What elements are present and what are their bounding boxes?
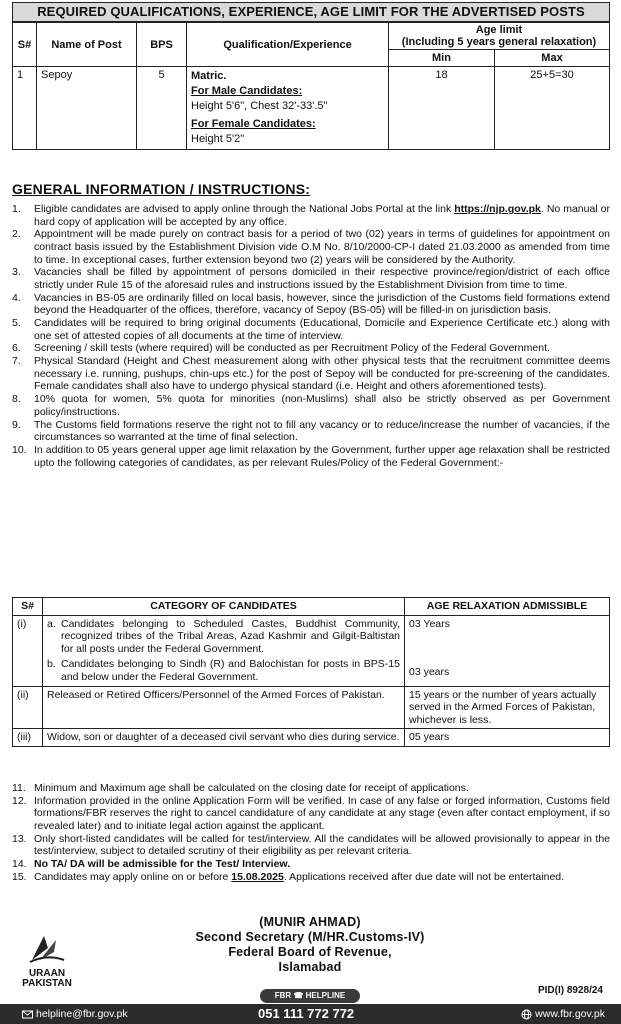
header-sno: S# bbox=[13, 23, 37, 67]
female-text: Height 5'2" bbox=[191, 133, 245, 145]
header-age-title: Age limit bbox=[475, 24, 523, 36]
closing-date: 15.08.2025 bbox=[231, 870, 284, 883]
item-text: Physical Standard (Height and Chest measurement along with other physical tests that the recruitment committee deems necessary i.e. running, pushups, chin-ups etc.) for the post of Sepoy will be conducted for pre-screening of the candidates. Female candidates shall also have to undergo physical standard (i.e. Height and others aforementioned tests). bbox=[34, 355, 610, 393]
sub-label: a. bbox=[47, 617, 56, 630]
sub-item-b bbox=[47, 658, 400, 683]
item-text: In addition to 05 years general upper age limit relaxation by the Government, further upper age relaxation shall be restricted upto the following categories of candidates, as per relevant Rules/Policy of the Federal Government:- bbox=[34, 443, 610, 469]
signatory-city: Islamabad bbox=[278, 960, 342, 974]
footer-website[interactable] bbox=[521, 1008, 605, 1020]
item-number: 5. bbox=[12, 317, 21, 330]
item-text: Screening / skill tests (where required) will be conducted as per Recruitment Policy of the Federal Government. bbox=[34, 342, 550, 355]
list-item bbox=[12, 795, 610, 833]
header-sno: S# bbox=[13, 598, 43, 616]
item-number: 6. bbox=[12, 342, 21, 355]
header-max: Max bbox=[495, 50, 610, 67]
item-number: 8. bbox=[12, 393, 21, 406]
signature-block bbox=[160, 915, 460, 975]
globe-icon bbox=[521, 1009, 532, 1020]
female-label: For Female Candidates: bbox=[191, 118, 316, 130]
male-label: For Male Candidates: bbox=[191, 85, 303, 97]
item-text: Only short-listed candidates will be called for test/interview. All the candidates will be allowed provisionally to appear in the test/interview, subject to detailed scrutiny of their eligibility as per relevant criteria. bbox=[34, 832, 610, 858]
cell-sno: (i) bbox=[13, 615, 43, 686]
item-text-part: . No manual or hard copy of application will be accepted by any office. bbox=[34, 203, 610, 228]
list-item bbox=[12, 317, 610, 342]
instructions-list-b bbox=[12, 782, 610, 884]
table-row bbox=[13, 67, 610, 150]
helpline-label: HELPLINE bbox=[305, 991, 346, 1000]
helpline-icon: ☎ bbox=[293, 991, 304, 1000]
list-item bbox=[12, 871, 610, 884]
signatory-designation: Second Secretary (M/HR.Customs-IV) bbox=[195, 930, 425, 944]
item-number: 11. bbox=[12, 782, 26, 794]
table-row bbox=[13, 686, 610, 729]
cell-max: 25+5=30 bbox=[495, 67, 610, 150]
sub-label: b. bbox=[47, 658, 56, 671]
fbr-helpline-badge bbox=[260, 989, 360, 1003]
footer-phone: 051 111 772 772 bbox=[258, 1006, 355, 1021]
cell-age bbox=[405, 615, 610, 686]
list-item bbox=[12, 355, 610, 393]
item-number: 15. bbox=[12, 870, 27, 883]
item-number: 10. bbox=[12, 443, 27, 456]
item-text bbox=[34, 871, 610, 884]
table-row bbox=[13, 729, 610, 747]
item-text: Vacancies in BS-05 are ordinarily filled on local basis, however, since the jurisdiction of the Customs field formations extend beyond the Headquarter of the offices, therefore, vacancy of Sepoy (BS-05) will be filled-in on jurisdiction basis. bbox=[34, 291, 610, 317]
sub-text: Candidates belonging to Scheduled Castes, Buddhist Community, recognized tribes of the Tribal Areas, Azad Kashmir and Gilgit-Baltistan for all posts under the Federal Government. bbox=[61, 617, 400, 655]
posts-table bbox=[12, 22, 610, 150]
list-item bbox=[12, 266, 610, 291]
qual-title: Matric. bbox=[191, 70, 227, 82]
male-text: Height 5'6", Chest 32'-33'.5" bbox=[191, 100, 328, 112]
list-item bbox=[12, 419, 610, 444]
item-number: 2. bbox=[12, 228, 21, 241]
sub-text: Candidates belonging to Sindh (R) and Balochistan for posts in BPS-15 and below under the Federal Government. bbox=[61, 658, 400, 683]
item-number: 14. bbox=[12, 858, 27, 871]
header-category: CATEGORY OF CANDIDATES bbox=[43, 598, 405, 616]
fbr-label: FBR bbox=[274, 991, 292, 1000]
list-item bbox=[12, 292, 610, 317]
signatory-org: Federal Board of Revenue, bbox=[228, 945, 392, 959]
email-text: helpline@fbr.gov.pk bbox=[36, 1008, 128, 1020]
list-item bbox=[12, 782, 610, 795]
header-age-subtitle: (Including 5 years general relaxation) bbox=[401, 36, 597, 48]
header-age-limit bbox=[389, 23, 610, 50]
bird-icon bbox=[14, 930, 80, 964]
page-title: REQUIRED QUALIFICATIONS, EXPERIENCE, AGE LIMIT FOR THE ADVERTISED POSTS bbox=[12, 2, 610, 22]
item-number: 7. bbox=[12, 355, 21, 368]
email-icon bbox=[22, 1009, 33, 1020]
table-header-row bbox=[13, 598, 610, 616]
uraan-pakistan-logo bbox=[14, 930, 80, 990]
item-number: 1. bbox=[12, 203, 21, 215]
item-text: Appointment will be made purely on contract basis for a period of two (02) years in terms of guidelines for appointment on contract basis issued by the Establishment Division vide O.M No. 8/10/2000-CP-I dated 21.03.2000 as amended from time to time. In exceptional cases, further extension beyond two (2) years will be considered by the Authority. bbox=[34, 228, 610, 266]
cell-category bbox=[43, 615, 405, 686]
njp-link[interactable]: https://njp.gov.pk bbox=[454, 203, 541, 215]
cell-category: Released or Retired Officers/Personnel of the Armed Forces of Pakistan. bbox=[43, 686, 405, 729]
cell-min: 18 bbox=[389, 67, 495, 150]
header-bps: BPS bbox=[137, 23, 187, 67]
cell-sno: (iii) bbox=[13, 729, 43, 747]
logo-line1: URAAN bbox=[28, 968, 66, 979]
list-item bbox=[12, 833, 610, 858]
footer-email[interactable] bbox=[22, 1008, 128, 1020]
item-text-part: Candidates may apply online on or before bbox=[34, 870, 232, 883]
header-qualification: Qualification/Experience bbox=[187, 23, 389, 67]
age-relaxation-table bbox=[12, 597, 610, 747]
pid-number: PID(I) 8928/24 bbox=[537, 985, 603, 996]
header-post: Name of Post bbox=[37, 23, 137, 67]
item-text-part: Eligible candidates are advised to apply online through the National Jobs Portal at the link bbox=[34, 203, 455, 215]
item-text: Minimum and Maximum age shall be calculated on the closing date for receipt of applications. bbox=[34, 782, 469, 794]
item-text: No TA/ DA will be admissible for the Test/ Interview. bbox=[34, 858, 291, 871]
item-text: Candidates will be required to bring original documents (Educational, Domicile and Experience Certificate etc.) along with one set of attested copies of all documents at the time of interview. bbox=[34, 317, 610, 342]
cell-sno: 1 bbox=[13, 67, 37, 150]
item-number: 13. bbox=[12, 832, 27, 845]
list-item bbox=[12, 393, 610, 418]
item-text bbox=[34, 203, 610, 228]
item-number: 3. bbox=[12, 266, 21, 279]
footer-bar bbox=[0, 1004, 621, 1024]
signatory-name: (MUNIR AHMAD) bbox=[259, 915, 361, 929]
item-number: 9. bbox=[12, 418, 21, 431]
age-a: 03 Years bbox=[409, 617, 450, 630]
logo-line2: PAKISTAN bbox=[22, 978, 72, 989]
cell-post: Sepoy bbox=[37, 67, 137, 150]
instructions-list-a bbox=[12, 203, 610, 469]
item-text: Vacancies shall be filled by appointment of persons domiciled in their respective province/region/district of each office strictly under Rule 15 of the aforesaid rules and instructions issued by the Establishment Division from time to time. bbox=[34, 266, 610, 291]
table-row bbox=[13, 615, 610, 686]
item-number: 4. bbox=[12, 291, 21, 304]
item-text-part: . Applications received after due date will not be entertained. bbox=[283, 870, 565, 883]
list-item bbox=[12, 858, 610, 871]
item-text: 10% quota for women, 5% quota for minorities (non-Muslims) shall also be strictly observed as per Government policy/instructions. bbox=[34, 393, 610, 418]
cell-age: 05 years bbox=[405, 729, 610, 747]
header-min: Min bbox=[389, 50, 495, 67]
item-number: 12. bbox=[12, 794, 27, 807]
age-b: 03 years bbox=[409, 665, 450, 678]
general-heading: GENERAL INFORMATION / INSTRUCTIONS: bbox=[12, 181, 311, 197]
cell-age: 15 years or the number of years actually served in the Armed Forces of Pakistan, whichever is less. bbox=[405, 686, 610, 729]
website-text: www.fbr.gov.pk bbox=[535, 1008, 605, 1020]
cell-bps: 5 bbox=[137, 67, 187, 150]
list-item bbox=[12, 203, 610, 228]
cell-sno: (ii) bbox=[13, 686, 43, 729]
sub-item-a bbox=[47, 618, 400, 656]
cell-category: Widow, son or daughter of a deceased civil servant who dies during service. bbox=[43, 729, 405, 747]
header-age-relaxation: AGE RELAXATION ADMISSIBLE bbox=[405, 598, 610, 616]
list-item bbox=[12, 342, 610, 355]
item-text: Information provided in the online Application Form will be verified. In case of any false or forged information, Customs field formations/FBR reserves the right to cancel candidature of any candidate at any stage (even after contact employment, if so revealed later) and to initiate legal action against the applicant. bbox=[34, 794, 610, 832]
list-item bbox=[12, 444, 610, 469]
cell-qualification bbox=[187, 67, 389, 150]
item-text: The Customs field formations reserve the right not to fill any vacancy or to reduce/increase the number of vacancies, if the circumstances so warranted at the time of final selection. bbox=[34, 418, 610, 444]
list-item bbox=[12, 228, 610, 266]
table-header-row bbox=[13, 23, 610, 50]
